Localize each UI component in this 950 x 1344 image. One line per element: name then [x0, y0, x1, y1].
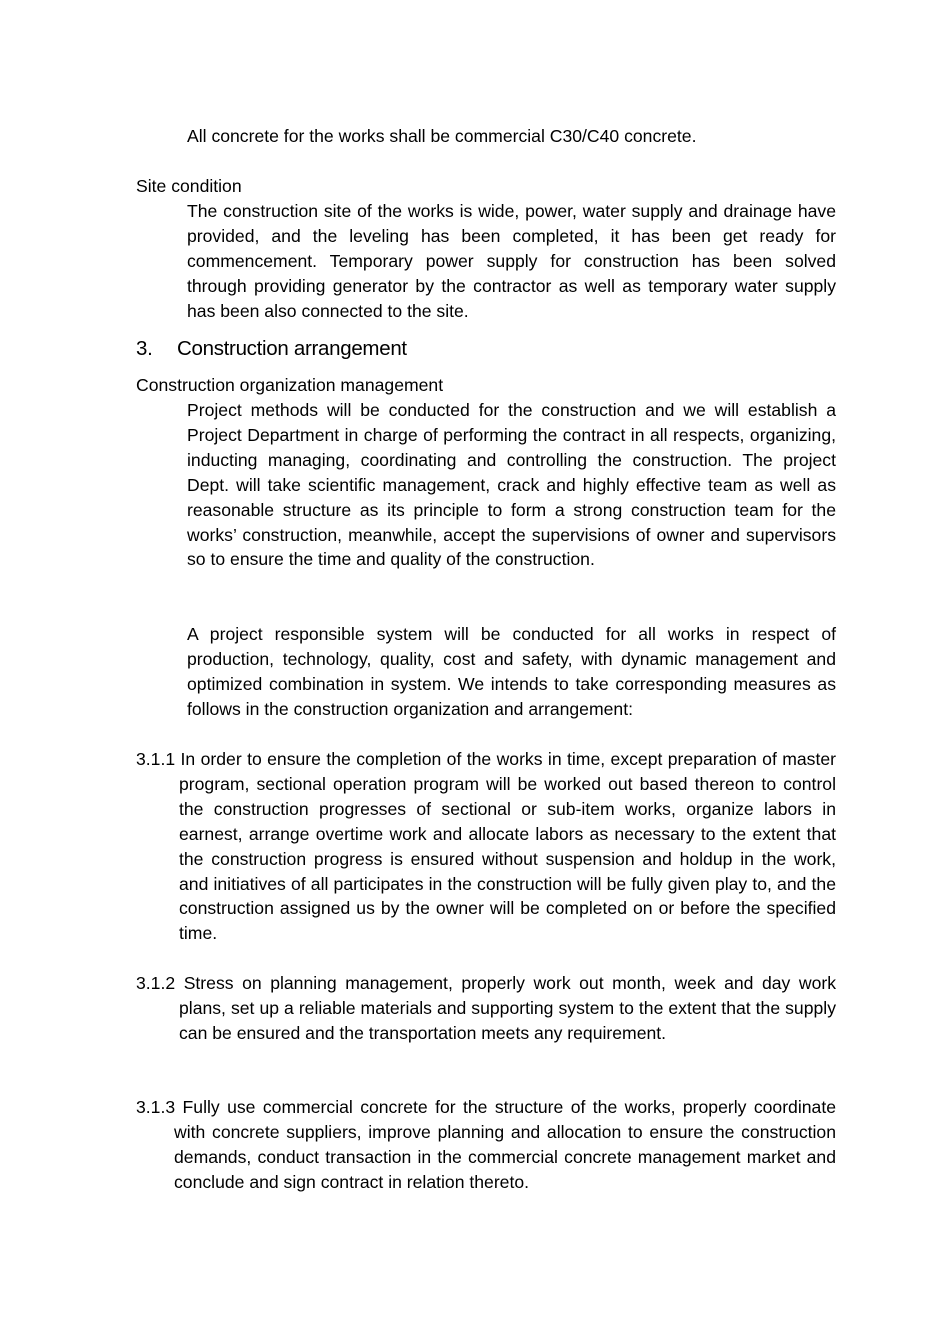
list-item-3-1-1	[136, 747, 836, 946]
section-heading	[136, 336, 407, 361]
list-item-3-1-3	[136, 1095, 836, 1195]
item-text: Stress on planning management, properly work out month, week and day work plans, set up a reliable materials and supporting system to the extent that the supply can be ensured and the transportation meets any requirement.	[179, 973, 837, 1043]
org-management-paragraph-2: A project responsible system will be conducted for all works in respect of production, technology, quality, cost and safety, with dynamic management and optimized combination in system. We intends to take corresponding measures as follows in the construction organization and arrangement:	[187, 624, 836, 719]
intro-line: All concrete for the works shall be commercial C30/C40 concrete.	[187, 126, 697, 146]
item-text: Fully use commercial concrete for the structure of the works, properly coordinate with concrete suppliers, improve planning and allocation to ensure the construction demands, conduct transaction in the commercial concrete management market and conclude and sign contract in relation thereto.	[174, 1097, 836, 1192]
section-number: 3.	[136, 337, 153, 360]
item-number: 3.1.3	[136, 1097, 176, 1117]
org-management-label: Construction organization management	[136, 375, 444, 395]
list-item-3-1-2	[136, 971, 836, 1046]
site-condition-text: The construction site of the works is wide, power, water supply and drainage have provided, and the leveling has been completed, it has been get ready for commencement. Temporary power supply for construction has been solved through providing generator by the contractor as well as temporary water supply has been also connected to the site.	[187, 201, 836, 321]
item-number: 3.1.1	[136, 749, 176, 769]
org-management-paragraph-1: Project methods will be conducted for the construction and we will establish a Project Department in charge of performing the contract in all respects, organizing, inducting managing, coordinating and controlling the construction. The project Dept. will take scientific management, crack and highly effective team as well as reasonable structure as its principle to form a strong construction team for the works’ construction, meanwhile, accept the supervisions of owner and supervisors so to ensure the time and quality of the construction.	[187, 400, 836, 570]
section-title: Construction arrangement	[177, 337, 407, 360]
site-condition-label: Site condition	[136, 176, 242, 196]
item-text: In order to ensure the completion of the works in time, except preparation of master program, sectional operation program will be worked out based thereon to control the construction progresses of sectional or sub-item works, organize labors in earnest, arrange overtime work and allocate labors as necessary to the extent that the construction progress is ensured without suspension and holdup in the work, and initiatives of all participates in the construction will be fully given play to, and the construction assigned us by the owner will be completed on or before the specified time.	[179, 749, 837, 944]
item-number: 3.1.2	[136, 973, 176, 993]
